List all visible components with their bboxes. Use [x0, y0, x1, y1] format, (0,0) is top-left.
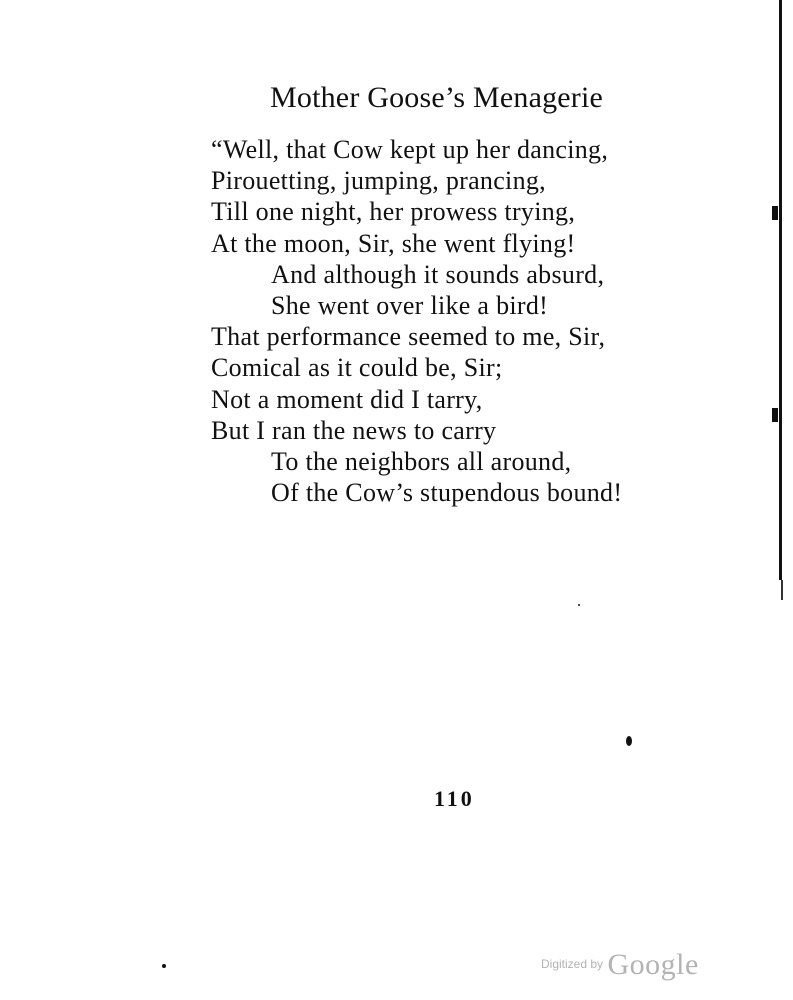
scan-speck	[626, 736, 632, 746]
poem-line: And although it sounds absurd,	[271, 259, 605, 289]
scan-edge-mark	[772, 206, 778, 220]
poem-line: Till one night, her prowess trying,	[211, 197, 576, 227]
poem-line: “Well, that Cow kept up her dancing,	[211, 135, 609, 164]
poem-line: Pirouetting, jumping, prancing,	[211, 166, 546, 196]
watermark-brand: Google	[607, 948, 699, 981]
poem-line: But I ran the news to carry	[211, 415, 497, 445]
poem-line: To the neighbors all around,	[271, 446, 572, 476]
running-head: Mother Goose’s Menagerie	[270, 81, 604, 114]
scan-edge-mark	[772, 408, 778, 422]
poem-line: That performance seemed to me, Sir,	[211, 322, 606, 352]
poem-line: Not a moment did I tarry,	[211, 384, 483, 414]
poem-line: Comical as it could be, Sir;	[211, 353, 503, 383]
poem-stanza	[211, 134, 622, 508]
scan-speck	[162, 964, 166, 968]
digitized-watermark	[541, 948, 699, 982]
watermark-prefix: Digitized by	[541, 957, 604, 971]
poem-line: At the moon, Sir, she went flying!	[211, 228, 576, 258]
page-number: 110	[434, 786, 475, 811]
scan-edge-line	[781, 580, 783, 600]
poem-line: Of the Cow’s stupendous bound!	[271, 478, 623, 508]
scan-edge-line	[779, 0, 782, 580]
poem-line: She went over like a bird!	[271, 290, 549, 320]
scan-speck	[578, 604, 580, 606]
